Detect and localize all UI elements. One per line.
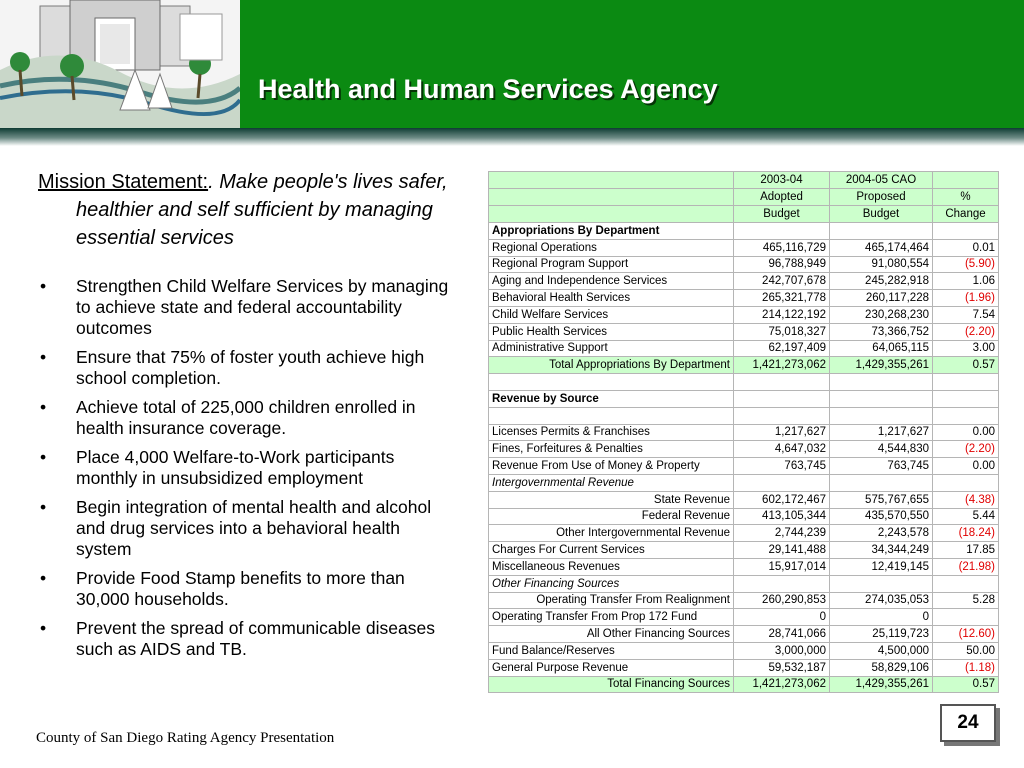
value-2004-05: 245,282,918 [830, 273, 933, 290]
value-2003-04 [734, 390, 830, 407]
value-2004-05: 91,080,554 [830, 256, 933, 273]
value-2004-05: 34,344,249 [830, 542, 933, 559]
percent-change [933, 575, 999, 592]
percent-change [933, 390, 999, 407]
budget-table-container [488, 171, 998, 693]
value-2004-05: 230,268,230 [830, 306, 933, 323]
goal-text: Ensure that 75% of foster youth achieve high school completion. [76, 347, 425, 388]
value-2004-05: 4,500,000 [830, 642, 933, 659]
value-2004-05: 73,366,752 [830, 323, 933, 340]
subheading-row [489, 474, 999, 491]
goal-item [38, 397, 456, 439]
value-2003-04: 0 [734, 609, 830, 626]
percent-change: 0.01 [933, 239, 999, 256]
value-2003-04: 28,741,066 [734, 626, 830, 643]
value-2004-05 [830, 390, 933, 407]
bullet-icon: • [40, 347, 47, 367]
table-row [489, 273, 999, 290]
value-2004-05 [830, 474, 933, 491]
percent-change [933, 374, 999, 391]
table-row [489, 290, 999, 307]
bullet-icon: • [40, 618, 47, 638]
value-2003-04 [734, 474, 830, 491]
value-2004-05 [830, 374, 933, 391]
value-2004-05: 1,429,355,261 [830, 357, 933, 374]
value-2004-05: 465,174,464 [830, 239, 933, 256]
table-row [489, 458, 999, 475]
value-2003-04: 465,116,729 [734, 239, 830, 256]
header-blank [489, 172, 734, 189]
subheading-row [489, 575, 999, 592]
bullet-icon: • [40, 397, 47, 417]
row-label: Licenses Permits & Franchises [489, 424, 734, 441]
row-label: Aging and Independence Services [489, 273, 734, 290]
percent-change: (21.98) [933, 558, 999, 575]
percent-change: 0.57 [933, 357, 999, 374]
value-2003-04: 260,290,853 [734, 592, 830, 609]
table-row [489, 441, 999, 458]
percent-change: 1.06 [933, 273, 999, 290]
county-logo-icon [0, 0, 240, 128]
header-col1-line2: Adopted [734, 189, 830, 206]
value-2003-04 [734, 575, 830, 592]
header-blank [489, 206, 734, 223]
goal-text: Begin integration of mental health and alcohol and drug services into a behavioral health system [76, 497, 432, 559]
row-label: Other Intergovernmental Revenue [489, 525, 734, 542]
row-label: Intergovernmental Revenue [489, 474, 734, 491]
table-row [489, 306, 999, 323]
header-col1-line1: 2003-04 [734, 172, 830, 189]
goal-item [38, 568, 456, 610]
goal-item [38, 347, 456, 389]
section-row [489, 223, 999, 240]
value-2003-04: 59,532,187 [734, 659, 830, 676]
value-2003-04: 2,744,239 [734, 525, 830, 542]
goal-item [38, 618, 456, 660]
value-2004-05: 274,035,053 [830, 592, 933, 609]
table-row [489, 256, 999, 273]
row-label: Revenue From Use of Money & Property [489, 458, 734, 475]
row-label: Public Health Services [489, 323, 734, 340]
value-2003-04: 4,647,032 [734, 441, 830, 458]
percent-change: 5.28 [933, 592, 999, 609]
value-2004-05: 12,419,145 [830, 558, 933, 575]
value-2003-04: 265,321,778 [734, 290, 830, 307]
table-row [489, 424, 999, 441]
row-label: Federal Revenue [489, 508, 734, 525]
mission-punct: . [208, 171, 220, 193]
section-row [489, 390, 999, 407]
row-label: Total Financing Sources [489, 676, 734, 693]
header-blank [489, 189, 734, 206]
row-label: Child Welfare Services [489, 306, 734, 323]
row-label [489, 374, 734, 391]
value-2004-05: 260,117,228 [830, 290, 933, 307]
bullet-icon: • [40, 497, 47, 517]
total-row [489, 357, 999, 374]
table-row [489, 525, 999, 542]
header-shadow [0, 128, 1024, 146]
row-label: Operating Transfer From Prop 172 Fund [489, 609, 734, 626]
budget-table-body [489, 172, 999, 693]
mission-text: Make people's lives safer, healthier and self sufficient by managing essential services [76, 171, 448, 249]
value-2004-05: 25,119,723 [830, 626, 933, 643]
value-2003-04 [734, 374, 830, 391]
value-2003-04: 3,000,000 [734, 642, 830, 659]
row-label: Fines, Forfeitures & Penalties [489, 441, 734, 458]
value-2004-05: 2,243,578 [830, 525, 933, 542]
header-col1-line3: Budget [734, 206, 830, 223]
goal-text: Provide Food Stamp benefits to more than 30,000 households. [76, 568, 405, 609]
row-label: Fund Balance/Reserves [489, 642, 734, 659]
header-col2-line3: Budget [830, 206, 933, 223]
goal-text: Prevent the spread of communicable diseases such as AIDS and TB. [76, 618, 435, 659]
row-label: Appropriations By Department [489, 223, 734, 240]
percent-change [933, 609, 999, 626]
value-2004-05: 64,065,115 [830, 340, 933, 357]
percent-change [933, 407, 999, 424]
percent-change: 0.57 [933, 676, 999, 693]
row-label: State Revenue [489, 491, 734, 508]
percent-change: (4.38) [933, 491, 999, 508]
value-2003-04: 602,172,467 [734, 491, 830, 508]
header-col3-line3: Change [933, 206, 999, 223]
table-row [489, 340, 999, 357]
value-2003-04: 242,707,678 [734, 273, 830, 290]
row-label: All Other Financing Sources [489, 626, 734, 643]
value-2003-04: 15,917,014 [734, 558, 830, 575]
table-row [489, 592, 999, 609]
percent-change: (2.20) [933, 441, 999, 458]
value-2004-05 [830, 575, 933, 592]
row-label: Charges For Current Services [489, 542, 734, 559]
percent-change: 0.00 [933, 424, 999, 441]
row-label: Behavioral Health Services [489, 290, 734, 307]
value-2003-04: 413,105,344 [734, 508, 830, 525]
value-2004-05: 763,745 [830, 458, 933, 475]
page-title: Health and Human Services Agency [258, 74, 718, 104]
value-2004-05: 1,217,627 [830, 424, 933, 441]
header-col2-line1: 2004-05 CAO [830, 172, 933, 189]
percent-change: (1.96) [933, 290, 999, 307]
percent-change: 50.00 [933, 642, 999, 659]
value-2003-04: 1,421,273,062 [734, 676, 830, 693]
goal-list [38, 276, 456, 660]
value-2003-04: 62,197,409 [734, 340, 830, 357]
value-2003-04: 1,217,627 [734, 424, 830, 441]
value-2004-05: 1,429,355,261 [830, 676, 933, 693]
row-label: Total Appropriations By Department [489, 357, 734, 374]
header-col3-line1 [933, 172, 999, 189]
percent-change [933, 474, 999, 491]
value-2003-04: 96,788,949 [734, 256, 830, 273]
budget-table [488, 171, 999, 693]
table-header-row-3 [489, 206, 999, 223]
bullet-icon: • [40, 447, 47, 467]
value-2003-04 [734, 407, 830, 424]
left-content [38, 168, 456, 668]
percent-change: (18.24) [933, 525, 999, 542]
goal-item [38, 276, 456, 339]
value-2004-05: 0 [830, 609, 933, 626]
row-label: General Purpose Revenue [489, 659, 734, 676]
table-row [489, 609, 999, 626]
row-label: Revenue by Source [489, 390, 734, 407]
value-2004-05 [830, 223, 933, 240]
value-2003-04: 1,421,273,062 [734, 357, 830, 374]
bullet-icon: • [40, 568, 47, 588]
table-row [489, 626, 999, 643]
blank-row [489, 407, 999, 424]
percent-change: 0.00 [933, 458, 999, 475]
row-label: Other Financing Sources [489, 575, 734, 592]
percent-change: (2.20) [933, 323, 999, 340]
blank-row [489, 374, 999, 391]
value-2003-04 [734, 223, 830, 240]
footer-text: County of San Diego Rating Agency Presentation [36, 730, 335, 746]
value-2003-04: 763,745 [734, 458, 830, 475]
value-2003-04: 29,141,488 [734, 542, 830, 559]
value-2004-05: 435,570,550 [830, 508, 933, 525]
goal-text: Strengthen Child Welfare Services by managing to achieve state and federal accountability outcomes [76, 276, 449, 338]
row-label: Regional Operations [489, 239, 734, 256]
table-row [489, 239, 999, 256]
value-2004-05: 4,544,830 [830, 441, 933, 458]
row-label: Operating Transfer From Realignment [489, 592, 734, 609]
mission-statement [38, 168, 456, 252]
header-col2-line2: Proposed [830, 189, 933, 206]
goal-text: Place 4,000 Welfare-to-Work participants monthly in unsubsidized employment [76, 447, 395, 488]
table-row [489, 508, 999, 525]
total-row [489, 676, 999, 693]
row-label: Regional Program Support [489, 256, 734, 273]
value-2004-05 [830, 407, 933, 424]
header-band [240, 0, 1024, 134]
table-header-row-2 [489, 189, 999, 206]
percent-change: (1.18) [933, 659, 999, 676]
percent-change [933, 223, 999, 240]
table-header-row-1 [489, 172, 999, 189]
row-label: Administrative Support [489, 340, 734, 357]
goal-text: Achieve total of 225,000 children enrolled in health insurance coverage. [76, 397, 416, 438]
mission-label: Mission Statement: [38, 171, 209, 193]
percent-change: 7.54 [933, 306, 999, 323]
goal-item [38, 447, 456, 489]
value-2004-05: 575,767,655 [830, 491, 933, 508]
value-2003-04: 75,018,327 [734, 323, 830, 340]
page-number: 24 [940, 704, 996, 742]
value-2004-05: 58,829,106 [830, 659, 933, 676]
bullet-icon: • [40, 276, 47, 296]
value-2003-04: 214,122,192 [734, 306, 830, 323]
table-row [489, 558, 999, 575]
percent-change: (12.60) [933, 626, 999, 643]
table-row [489, 659, 999, 676]
row-label [489, 407, 734, 424]
header-col3-line2: % [933, 189, 999, 206]
percent-change: 3.00 [933, 340, 999, 357]
table-row [489, 323, 999, 340]
goal-item [38, 497, 456, 560]
percent-change: 17.85 [933, 542, 999, 559]
row-label: Miscellaneous Revenues [489, 558, 734, 575]
percent-change: 5.44 [933, 508, 999, 525]
table-row [489, 542, 999, 559]
table-row [489, 642, 999, 659]
percent-change: (5.90) [933, 256, 999, 273]
county-logo [0, 0, 240, 128]
table-row [489, 491, 999, 508]
